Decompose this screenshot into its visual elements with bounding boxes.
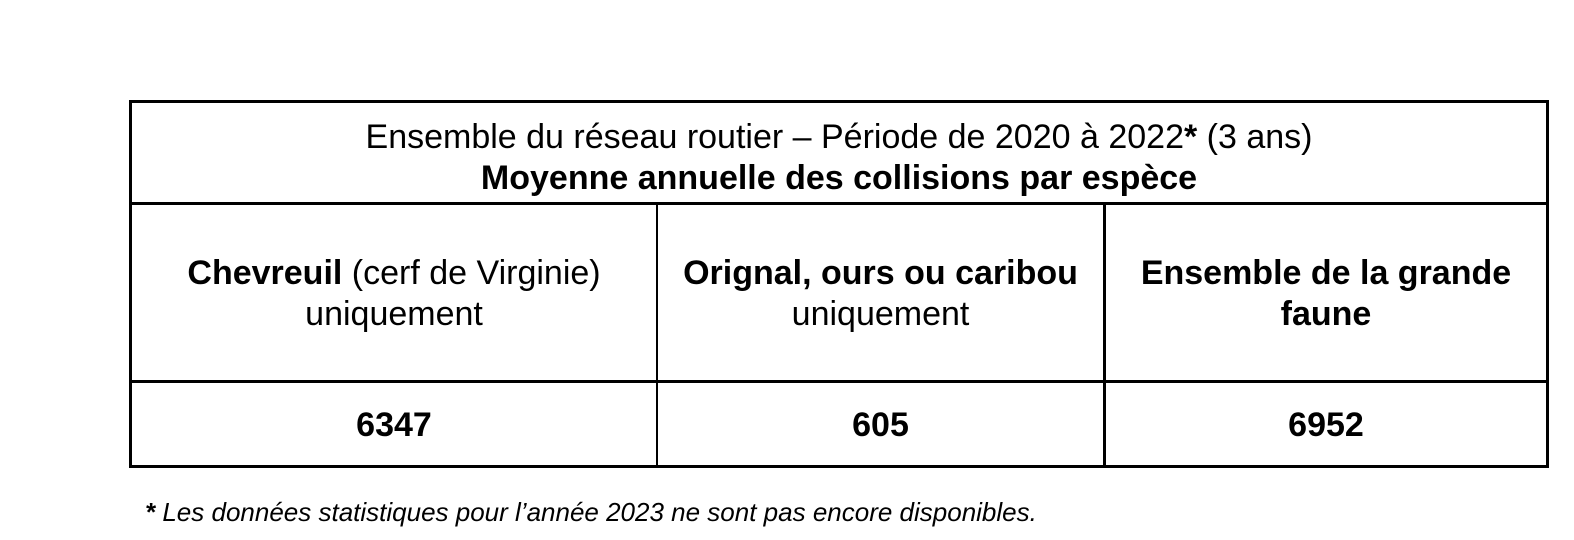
column-header-line2: faune: [1280, 295, 1372, 333]
value-cell-orignal: [658, 380, 1106, 465]
column-header-bold: Chevreuil: [187, 254, 343, 292]
column-header-orignal: [658, 205, 1106, 380]
column-header-grande-faune: [1106, 205, 1546, 380]
column-header-line2: uniquement: [305, 295, 483, 333]
value-cell-chevreuil: [132, 380, 658, 465]
table-subtitle: Moyenne annuelle des collisions par espèce: [480, 159, 1198, 197]
column-header-normal: (cerf de Virginie): [342, 254, 601, 292]
table-title-line1: [132, 117, 1546, 157]
column-header-chevreuil: [132, 205, 658, 380]
title-asterisk: *: [1183, 118, 1198, 156]
title-suffix: (3 ans): [1197, 118, 1313, 156]
column-header-line2: uniquement: [791, 295, 970, 333]
footnote: [145, 496, 1037, 528]
table-title: [132, 103, 1546, 205]
value-cell-grande-faune: [1106, 380, 1546, 465]
value-text: 6347: [356, 406, 432, 444]
column-header-bold: Ensemble de la grande: [1140, 254, 1512, 292]
value-text: 605: [852, 406, 909, 444]
title-text: Ensemble du réseau routier – Période de 2020 à 2022: [365, 118, 1184, 156]
footnote-asterisk: *: [145, 497, 156, 527]
footnote-text: Les données statistiques pour l’année 2023 ne sont pas encore disponibles.: [155, 497, 1037, 527]
value-text: 6952: [1288, 406, 1364, 444]
column-header-bold: Orignal, ours ou caribou: [683, 254, 1078, 292]
collisions-table: [129, 100, 1549, 468]
